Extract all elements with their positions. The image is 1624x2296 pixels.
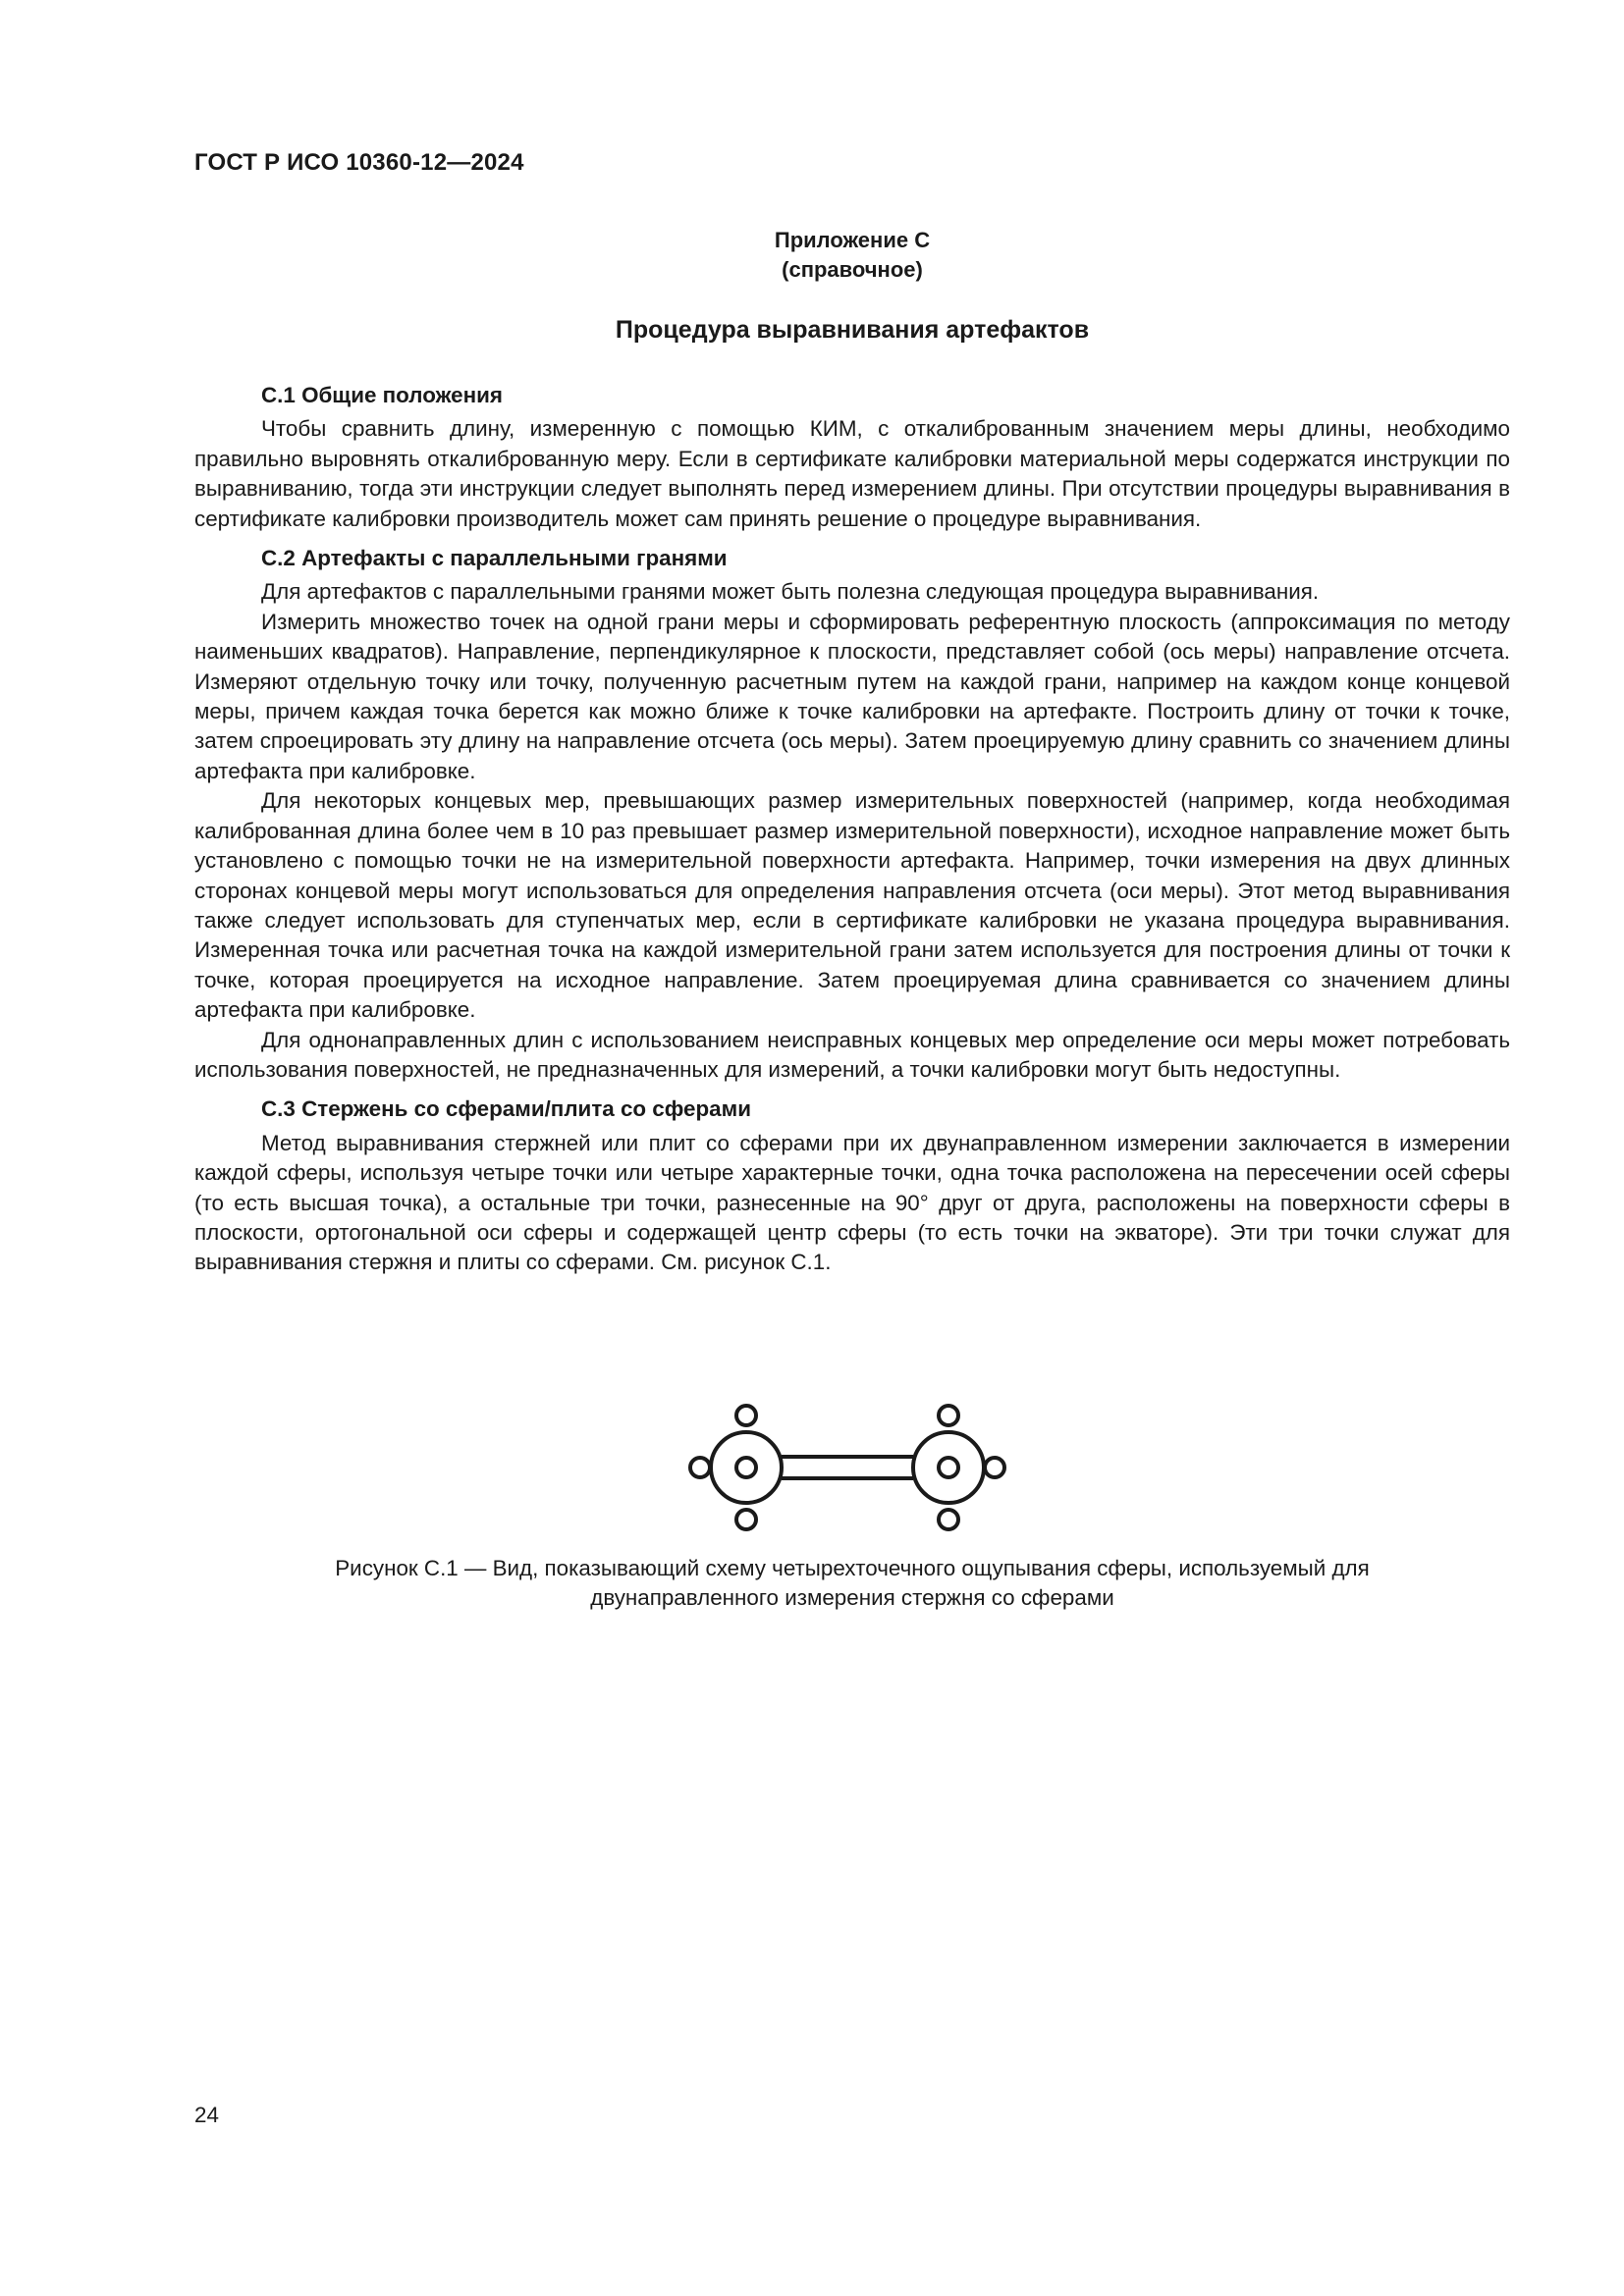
figure-caption-line: двунаправленного измерения стержня со сферами	[590, 1585, 1114, 1611]
section-heading: С.3 Стержень со сферами/плита со сферами	[261, 1096, 751, 1122]
figure-caption-line: Рисунок С.1 — Вид, показывающий схему четырехточечного ощупывания сферы, используемый для	[335, 1556, 1370, 1580]
paragraph: Для некоторых концевых мер, превышающих размер измерительных поверхностей (например, когда необходимая калиброванная длина более чем в 10 раз превышает размер измерительной поверхности), исходное направление может быть установлено с помощью точки не на измерительной поверхности артефакта. Например, точки измерения на двух длинных сторонах концевой меры могут использоваться для определения направления отсчета (оси меры). Этот метод выравнивания также следует использовать для ступенчатых мер, если в сертификате калибровки не указана процедура выравнивания. Измеренная точка или расчетная точка на каждой измерительной грани затем используется для построения длины от точки к точке, которая проецируется на исходное направление. Затем проецируемая длина сравнивается со значением длины артефакта при калибровке.	[194, 788, 1510, 1023]
right-sphere-north-probe-point	[939, 1406, 958, 1425]
section-c1	[194, 381, 1510, 534]
section-heading: С.1 Общие положения	[261, 383, 503, 407]
document-body	[194, 381, 1510, 1288]
section-heading: С.2 Артефакты с параллельными гранями	[261, 546, 728, 571]
paragraph: Измерить множество точек на одной грани меры и сформировать референтную плоскость (аппроксимация по методу наименьших квадратов). Направление, перпендикулярное к плоскости, представляет собой (ось меры) направление отсчета. Измеряют отдельную точку или точку, полученную расчетным путем на каждой грани, например на каждом конце концевой меры, причем каждая точка берется как можно ближе к точке калибровки на артефакте. Построить длину от точки к точке, затем спроецировать эту длину на направление отсчета (ось меры). Затем проецируемую длину сравнить со значением длины артефакта при калибровке.	[194, 609, 1510, 783]
right-sphere-top-probe-point	[939, 1458, 958, 1477]
page-number: 24	[194, 2103, 219, 2127]
left-sphere	[711, 1432, 782, 1503]
annex-status: (справочное)	[782, 257, 923, 282]
left-sphere-top-probe-point	[736, 1458, 756, 1477]
paragraph: Для однонаправленных длин с использованием неисправных концевых мер определение оси меры может потребовать использования поверхностей, не предназначенных для измерений, а точки калибровки могут быть недоступны.	[194, 1027, 1510, 1082]
left-sphere-west-probe-point	[690, 1458, 710, 1477]
ball-bar-diagram	[685, 1378, 1019, 1555]
annex-label-block	[194, 226, 1510, 285]
right-sphere	[913, 1432, 984, 1503]
figure-c1	[194, 1378, 1510, 1555]
section-c2	[194, 544, 1510, 1085]
document-header: ГОСТ Р ИСО 10360-12—2024	[194, 149, 524, 176]
left-sphere-south-probe-point	[736, 1510, 756, 1529]
paragraph: Чтобы сравнить длину, измеренную с помощью КИМ, с откалиброванным значением меры длины, необходимо правильно выровнять откалиброванную меру. Если в сертификате калибровки материальной меры содержатся инструкции по выравниванию, тогда эти инструкции следует выполнять перед измерением длины. При отсутствии процедуры выравнивания в сертификате калибровки производитель может сам принять решение о процедуре выравнивания.	[194, 416, 1510, 531]
paragraph: Метод выравнивания стержней или плит со сферами при их двунаправленном измерении заключается в измерении каждой сферы, используя четыре точки или четыре характерные точки, одна точка расположена на пересечении осей сферы (то есть высшая точка), а остальные три точки, разнесенные на 90° друг от друга, расположены на поверхности сферы в плоскости, ортогональной оси сферы и содержащей центр сферы (то есть точки на экваторе). Эти три точки служат для выравнивания стержня и плиты со сферами. См. рисунок С.1.	[194, 1130, 1510, 1275]
right-sphere-south-probe-point	[939, 1510, 958, 1529]
paragraph: Для артефактов с параллельными гранями может быть полезна следующая процедура выравнивания.	[261, 579, 1320, 605]
left-sphere-north-probe-point	[736, 1406, 756, 1425]
figure-caption	[194, 1554, 1510, 1614]
right-sphere-east-probe-point	[985, 1458, 1004, 1477]
annex-title: Процедура выравнивания артефактов	[615, 316, 1090, 344]
annex-label: Приложение С	[774, 228, 931, 252]
section-c3	[194, 1095, 1510, 1277]
